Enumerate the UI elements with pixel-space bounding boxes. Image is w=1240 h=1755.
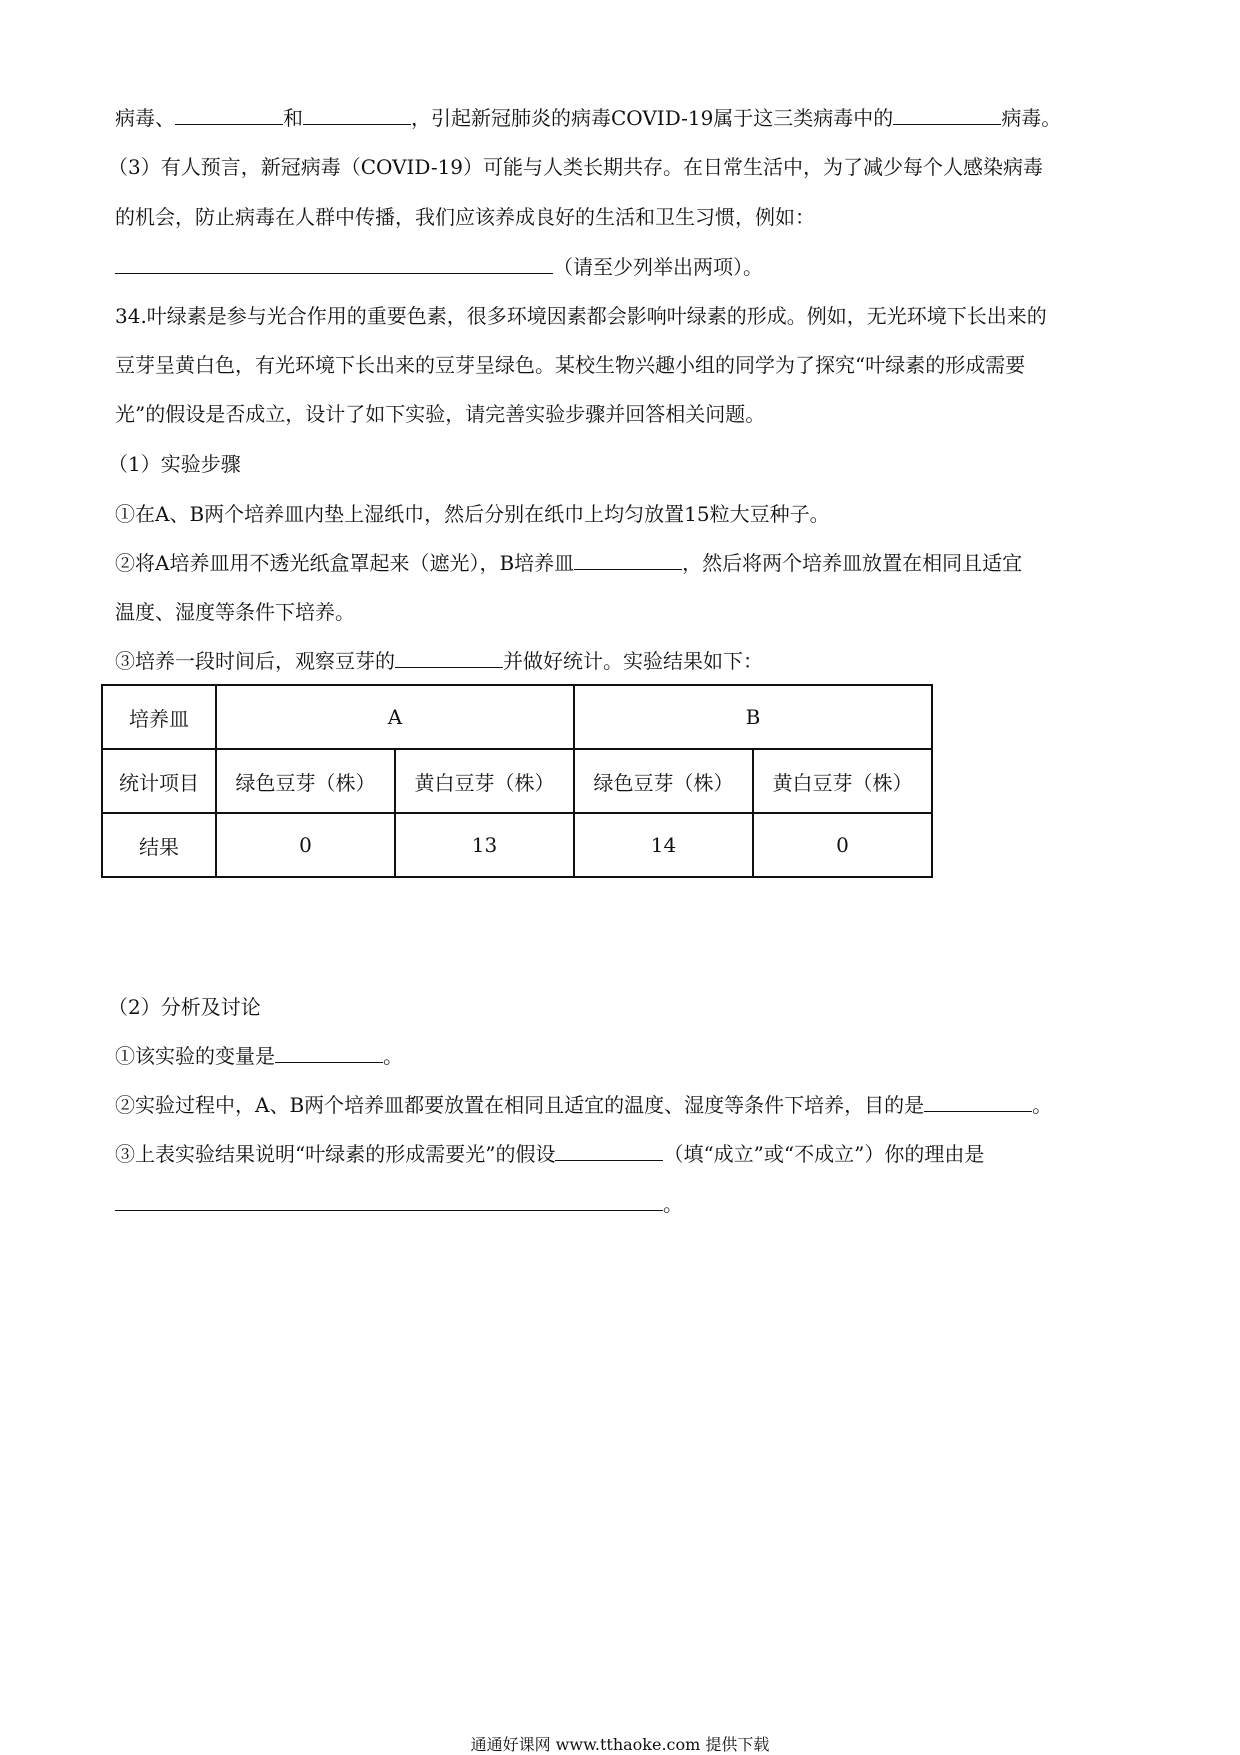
text: ①该实验的变量是 — [115, 1044, 275, 1068]
question-3-answer-line — [115, 253, 763, 281]
table-cell: 培养皿 — [102, 685, 216, 749]
text: （请至少列举出两项）。 — [553, 255, 763, 279]
text: 。 — [383, 1044, 403, 1068]
text: ②将A培养皿用不透光纸盒罩起来（遮光），B培养皿 — [115, 551, 575, 575]
results-table — [101, 684, 933, 878]
table-cell: 0 — [216, 813, 395, 877]
text: ，然后将两个培养皿放置在相同且适宜 — [682, 551, 1023, 575]
step-2 — [115, 549, 1022, 577]
table-cell-group-a: A — [216, 685, 574, 749]
analysis-question-1 — [115, 1042, 403, 1070]
table-cell: 黄白豆芽（株） — [753, 749, 932, 813]
table-cell: 0 — [753, 813, 932, 877]
answer-blank — [574, 549, 682, 570]
answer-blank — [893, 104, 1001, 125]
text: 病毒、 — [115, 106, 175, 130]
table-row — [102, 685, 932, 749]
table-cell: 13 — [395, 813, 574, 877]
text: ，引起新冠肺炎的病毒COVID-19属于这三类病毒中的 — [411, 106, 894, 130]
table-row — [102, 813, 932, 877]
step-3 — [115, 647, 763, 675]
text: 。 — [663, 1192, 683, 1216]
question-34-intro-cont: 豆芽呈黄白色，有光环境下长出来的豆芽呈绿色。某校生物兴趣小组的同学为了探究“叶绿素的形成需要 — [115, 353, 1026, 377]
text: ③培养一段时间后，观察豆芽的 — [115, 649, 395, 673]
analysis-question-3 — [115, 1140, 984, 1168]
text-line-virus-types — [115, 104, 1061, 132]
table-cell: 结果 — [102, 813, 216, 877]
analysis-question-3-answer-line — [115, 1190, 683, 1218]
answer-blank — [115, 253, 553, 274]
answer-blank — [555, 1140, 663, 1161]
answer-blank — [115, 1190, 663, 1211]
step-1: ①在A、B两个培养皿内垫上湿纸巾，然后分别在纸巾上均匀放置15粒大豆种子。 — [115, 502, 830, 526]
table-cell-group-b: B — [574, 685, 932, 749]
table-cell: 统计项目 — [102, 749, 216, 813]
answer-blank — [924, 1091, 1032, 1112]
question-34-intro: 34.叶绿素是参与光合作用的重要色素，很多环境因素都会影响叶绿素的形成。例如，无光环境下长出来的 — [115, 304, 1047, 328]
question-3-text: （3）有人预言，新冠病毒（COVID-19）可能与人类长期共存。在日常生活中，为了减少每个人感染病毒 — [108, 155, 1044, 179]
text: ②实验过程中，A、B两个培养皿都要放置在相同且适宜的温度、湿度等条件下培养，目的是 — [115, 1093, 925, 1117]
text: 病毒。 — [1001, 106, 1062, 130]
table-cell: 14 — [574, 813, 753, 877]
step-2-cont: 温度、湿度等条件下培养。 — [115, 600, 355, 624]
text: 并做好统计。实验结果如下： — [503, 649, 763, 673]
answer-blank — [395, 647, 503, 668]
table-cell: 绿色豆芽（株） — [216, 749, 395, 813]
analysis-question-2 — [115, 1091, 1052, 1119]
answer-blank — [303, 104, 411, 125]
table-cell: 黄白豆芽（株） — [395, 749, 574, 813]
question-34-intro-cont: 光”的假设是否成立，设计了如下实验，请完善实验步骤并回答相关问题。 — [115, 402, 766, 426]
answer-blank — [275, 1042, 383, 1063]
text: （填“成立”或“不成立”）你的理由是 — [663, 1142, 985, 1166]
section-analysis-heading: （2）分析及讨论 — [108, 995, 261, 1019]
answer-blank — [175, 104, 283, 125]
question-3-text-cont: 的机会，防止病毒在人群中传播，我们应该养成良好的生活和卫生习惯，例如： — [115, 205, 815, 229]
text: 和 — [283, 106, 303, 130]
text: ③上表实验结果说明“叶绿素的形成需要光”的假设 — [115, 1142, 556, 1166]
section-steps-heading: （1）实验步骤 — [108, 452, 241, 476]
table-cell: 绿色豆芽（株） — [574, 749, 753, 813]
page-footer: 通通好课网 www.tthaoke.com 提供下载 — [470, 1735, 770, 1754]
text: 。 — [1032, 1093, 1053, 1117]
table-row — [102, 749, 932, 813]
